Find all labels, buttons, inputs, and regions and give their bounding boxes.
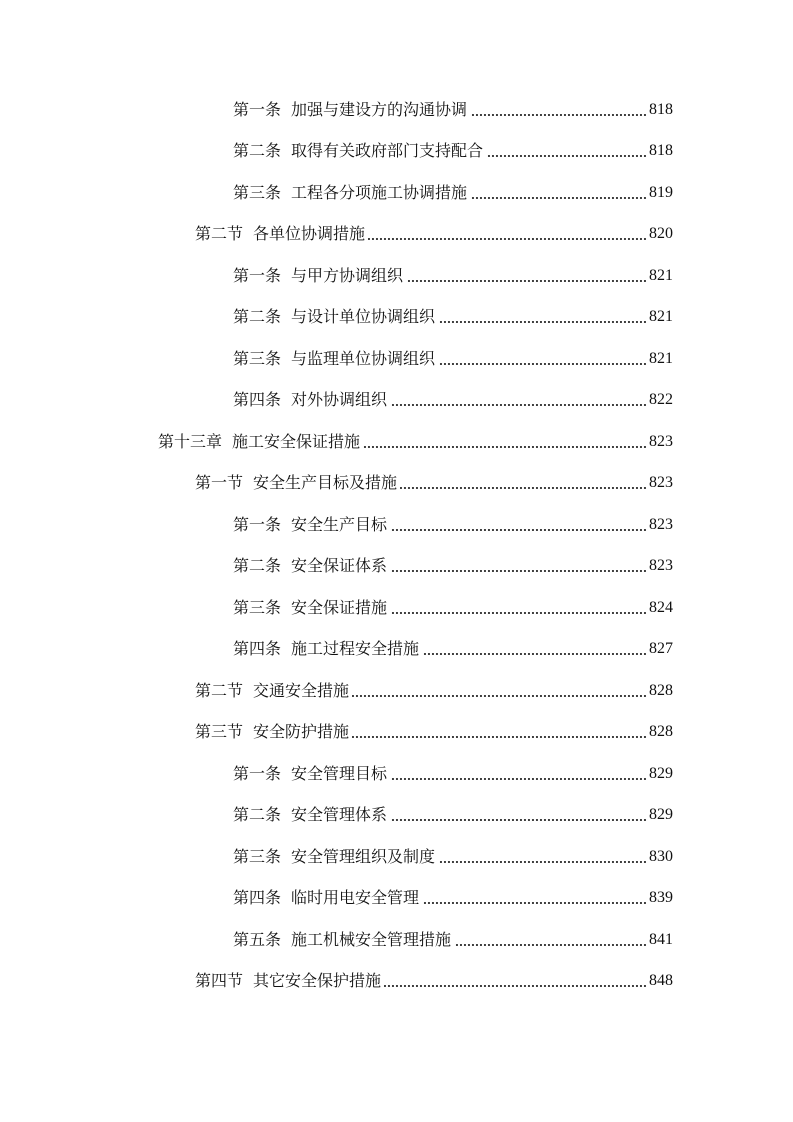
toc-entry-page: 818 [649,100,673,118]
toc-entry-page: 824 [649,598,673,616]
toc-entry-title: 安全管理目标 [291,763,388,783]
dot-leader [422,653,647,655]
toc-entry[interactable] [0,795,793,837]
toc-entry-page: 821 [649,349,673,367]
toc-entry-title: 安全防护措施 [253,722,350,742]
dot-leader [390,819,647,821]
toc-entry-page: 819 [649,183,673,201]
dot-leader [470,197,647,199]
toc-entry[interactable] [0,255,793,297]
toc-entry-number: 第三条 [233,348,282,368]
toc-entry-number: 第二条 [233,307,282,327]
toc-entry[interactable] [0,753,793,795]
toc-entry-title: 安全管理组织及制度 [291,846,436,866]
toc-entry-title: 工程各分项施工协调措施 [291,182,468,202]
toc-entry-page: 823 [649,432,673,450]
dot-leader [406,280,647,282]
toc-entry[interactable] [0,131,793,173]
toc-entry-number: 第四条 [233,888,282,908]
toc-entry-page: 829 [649,764,673,782]
toc-entry[interactable] [0,670,793,712]
toc-entry-title: 安全生产目标 [291,514,388,534]
toc-entry[interactable] [0,463,793,505]
toc-entry-page: 830 [649,847,673,865]
toc-entry-title: 与甲方协调组织 [291,265,404,285]
dot-leader [368,238,647,240]
toc-entry[interactable] [0,961,793,1003]
dot-leader [352,695,647,697]
toc-entry-page: 821 [649,308,673,326]
toc-entry-title: 取得有关政府部门支持配合 [291,141,484,161]
toc-entry-page: 821 [649,266,673,284]
toc-entry[interactable] [0,504,793,546]
toc-entry-number: 第一条 [233,514,282,534]
dot-leader [422,902,647,904]
toc-entry-title: 安全保证体系 [291,556,388,576]
toc-entry-number: 第三条 [233,846,282,866]
toc-entry-title: 对外协调组织 [291,390,388,410]
toc-entry[interactable] [0,421,793,463]
toc-entry-title: 施工过程安全措施 [291,639,420,659]
toc-entry-number: 第三节 [195,722,244,742]
dot-leader [400,487,647,489]
dot-leader [390,612,647,614]
toc-entry-page: 829 [649,806,673,824]
dot-leader [352,736,647,738]
dot-leader [438,321,647,323]
toc-entry-page: 828 [649,723,673,741]
toc-entry[interactable] [0,297,793,339]
toc-entry-number: 第二条 [233,805,282,825]
toc-entry-title: 交通安全措施 [253,680,350,700]
dot-leader [363,446,647,448]
toc-entry[interactable] [0,546,793,588]
toc-entry-number: 第四节 [195,971,244,991]
toc-entry[interactable] [0,629,793,671]
toc-entry-title: 其它安全保护措施 [253,971,382,991]
dot-leader [390,404,647,406]
toc-entry[interactable] [0,338,793,380]
toc-entry-number: 第二条 [233,141,282,161]
dot-leader [390,570,647,572]
toc-entry[interactable] [0,836,793,878]
toc-entry-page: 841 [649,930,673,948]
toc-entry-title: 安全管理体系 [291,805,388,825]
toc-entry-number: 第四条 [233,390,282,410]
toc-entry[interactable] [0,919,793,961]
toc-entry-title: 与设计单位协调组织 [291,307,436,327]
toc-entry-page: 828 [649,681,673,699]
toc-entry-page: 818 [649,142,673,160]
toc-entry-title: 施工安全保证措施 [232,431,361,451]
toc-entry-page: 820 [649,225,673,243]
toc-entry-title: 加强与建设方的沟通协调 [291,99,468,119]
toc-entry-title: 各单位协调措施 [253,224,366,244]
toc-entry-title: 安全保证措施 [291,597,388,617]
toc-entry-page: 848 [649,972,673,990]
toc-entry-number: 第二节 [195,680,244,700]
toc-entry[interactable] [0,214,793,256]
toc-entry[interactable] [0,712,793,754]
dot-leader [390,778,647,780]
toc-entry-title: 施工机械安全管理措施 [291,929,452,949]
toc-entry-page: 822 [649,391,673,409]
toc-entry-title: 临时用电安全管理 [291,888,420,908]
toc-entry[interactable] [0,380,793,422]
toc-entry-number: 第一节 [195,473,244,493]
toc-entry-number: 第十三章 [158,431,223,451]
toc-entry-page: 823 [649,515,673,533]
toc-entry-number: 第三条 [233,182,282,202]
dot-leader [486,155,647,157]
toc-entry[interactable] [0,89,793,131]
dot-leader [438,861,647,863]
toc-entry[interactable] [0,878,793,920]
toc-entry-number: 第四条 [233,639,282,659]
toc-entry-page: 839 [649,889,673,907]
toc-entry-number: 第一条 [233,763,282,783]
toc-entry-number: 第二条 [233,556,282,576]
toc-entry-page: 823 [649,474,673,492]
dot-leader [390,529,647,531]
dot-leader [384,985,647,987]
table-of-contents [0,89,793,1002]
toc-entry[interactable] [0,587,793,629]
dot-leader [438,363,647,365]
toc-entry-number: 第二节 [195,224,244,244]
toc-entry-number: 第一条 [233,265,282,285]
dot-leader [454,944,647,946]
toc-entry[interactable] [0,172,793,214]
dot-leader [470,114,647,116]
toc-entry-number: 第五条 [233,929,282,949]
toc-entry-title: 与监理单位协调组织 [291,348,436,368]
toc-entry-page: 827 [649,640,673,658]
toc-entry-number: 第一条 [233,99,282,119]
toc-entry-number: 第三条 [233,597,282,617]
toc-entry-page: 823 [649,557,673,575]
toc-entry-title: 安全生产目标及措施 [253,473,398,493]
